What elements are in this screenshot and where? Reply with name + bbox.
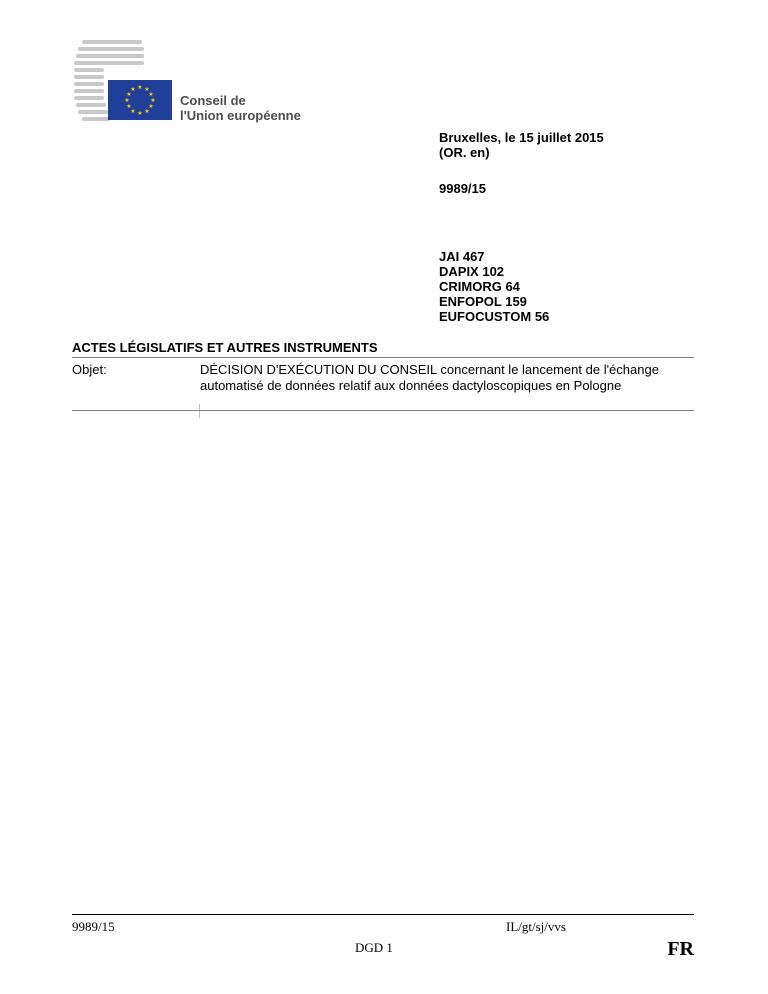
subject-label: Objet: xyxy=(72,362,107,377)
svg-text:★: ★ xyxy=(130,108,136,115)
code-item: JAI 467 xyxy=(439,249,485,264)
svg-text:★: ★ xyxy=(137,84,143,91)
svg-text:★: ★ xyxy=(148,103,154,110)
code-item: CRIMORG 64 xyxy=(439,279,520,294)
svg-text:★: ★ xyxy=(124,97,130,104)
svg-text:★: ★ xyxy=(126,91,132,98)
svg-text:★: ★ xyxy=(126,103,132,110)
heading-rule xyxy=(72,357,694,358)
org-name-line-1: Conseil de xyxy=(180,93,246,108)
footer-doc-number: 9989/15 xyxy=(72,919,115,934)
svg-text:★: ★ xyxy=(137,110,143,117)
org-name-line-2: l'Union européenne xyxy=(180,108,301,123)
subject-divider xyxy=(199,404,200,418)
svg-text:★: ★ xyxy=(144,86,150,93)
section-heading: ACTES LÉGISLATIFS ET AUTRES INSTRUMENTS xyxy=(72,340,378,355)
svg-text:★: ★ xyxy=(144,108,150,115)
code-item: EUFOCUSTOM 56 xyxy=(439,309,550,324)
organization-name xyxy=(180,93,301,123)
footer-rule xyxy=(72,914,694,915)
subject-text: DÉCISION D'EXÉCUTION DU CONSEIL concernant le lancement de l'échange automatisé de données relatif aux données dactyloscopiques en Pologne xyxy=(200,362,659,393)
document-number: 9989/15 xyxy=(439,181,486,196)
document-codes xyxy=(439,249,549,324)
footer-initials: IL/gt/sj/vvs xyxy=(506,919,566,934)
subject-rule xyxy=(72,410,694,411)
svg-text:★: ★ xyxy=(150,97,156,104)
place-date: Bruxelles, le 15 juillet 2015 xyxy=(439,130,604,145)
svg-text:★: ★ xyxy=(148,91,154,98)
svg-text:★: ★ xyxy=(130,86,136,93)
code-item: DAPIX 102 xyxy=(439,264,505,279)
code-item: ENFOPOL 159 xyxy=(439,294,527,309)
original-language: (OR. en) xyxy=(439,145,490,160)
footer-department: DGD 1 xyxy=(355,940,393,955)
date-block xyxy=(439,130,604,160)
language-code: FR xyxy=(667,938,694,960)
